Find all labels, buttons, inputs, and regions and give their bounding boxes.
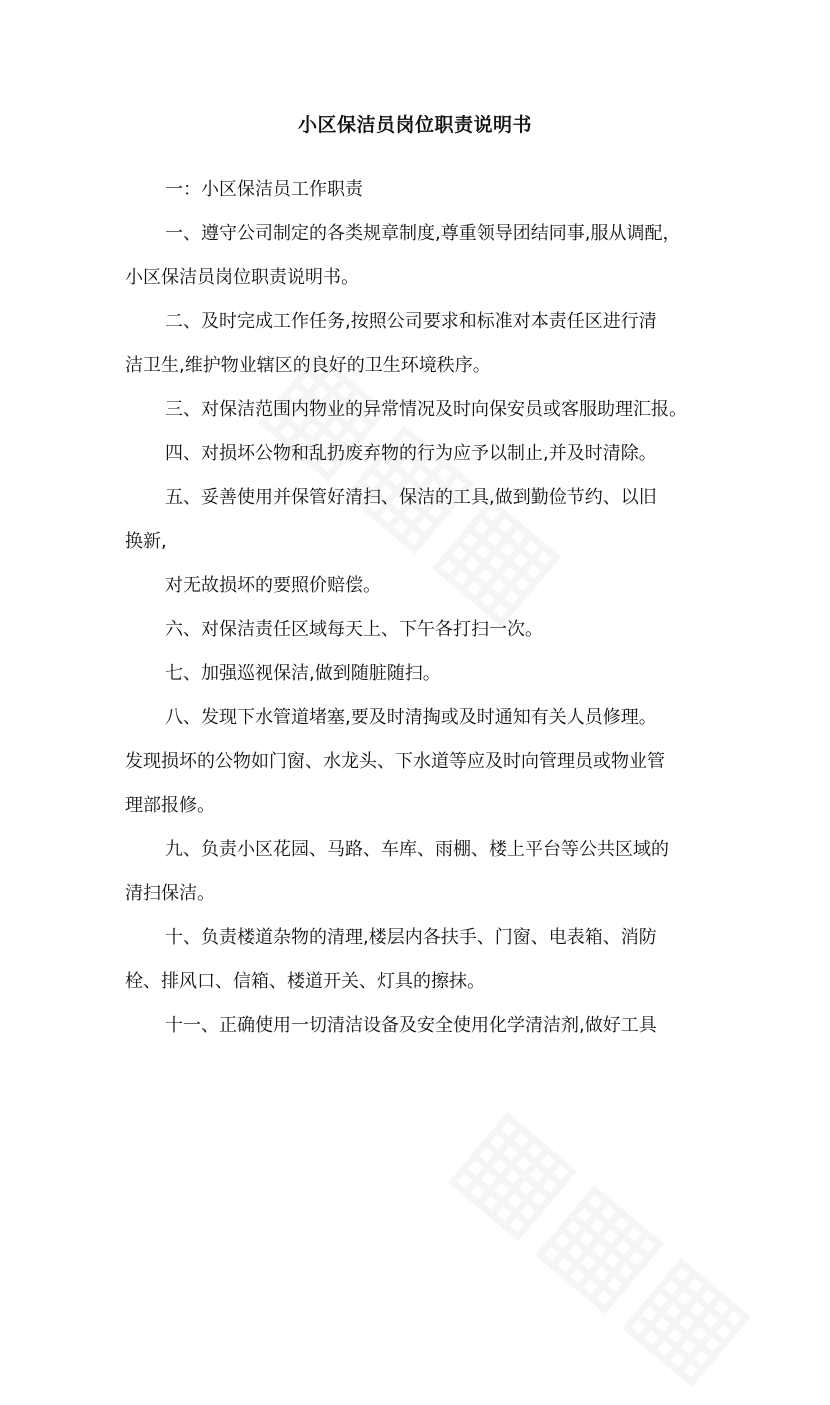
- document-title: 小区保洁员岗位职责说明书: [297, 114, 532, 136]
- paragraph-line: 三、对保洁范围内物业的异常情况及时向保安员或客服助理汇报。: [165, 399, 687, 420]
- paragraph-line: 六、对保洁责任区域每天上、下午各打扫一次。: [165, 619, 543, 640]
- paragraph-line: 发现损坏的公物如门窗、水龙头、下水道等应及时向管理员或物业管: [125, 751, 665, 772]
- paragraph-line: 理部报修。: [125, 795, 215, 816]
- paragraph-line: 七、加强巡视保洁,做到随脏随扫。: [165, 663, 441, 684]
- paragraph-line: 对无故损坏的要照价赔偿。: [165, 575, 381, 596]
- paragraph-line: 小区保洁员岗位职责说明书。: [125, 267, 359, 288]
- paragraph-line: 一、遵守公司制定的各类规章制度,尊重领导团结同事,服从调配，: [165, 223, 681, 244]
- watermark: [431, 1080, 781, 1405]
- paragraph-line: 十、负责楼道杂物的清理,楼层内各扶手、门窗、电表箱、消防: [165, 927, 657, 948]
- paragraph-line: 五、妥善使用并保管好清扫、保洁的工具,做到勤俭节约、以旧: [165, 487, 657, 508]
- section-heading: 一：小区保洁员工作职责: [165, 179, 363, 200]
- paragraph-line: 二、及时完成工作任务,按照公司要求和标准对本责任区进行清: [165, 311, 657, 332]
- paragraph-line: 洁卫生,维护物业辖区的良好的卫生环境秩序。: [125, 355, 491, 376]
- paragraph-line: 清扫保洁。: [125, 883, 215, 904]
- paragraph-line: 换新,: [125, 531, 167, 552]
- paragraph-line: 栓、排风口、信箱、楼道开关、灯具的擦抹。: [125, 971, 485, 992]
- paragraph-line: 四、对损坏公物和乱扔废弃物的行为应予以制止,并及时清除。: [165, 443, 657, 464]
- paragraph-line: 十一、正确使用一切清洁设备及安全使用化学清洁剂,做好工具: [165, 1015, 657, 1036]
- paragraph-line: 八、发现下水管道堵塞,要及时清掏或及时通知有关人员修理。: [165, 707, 657, 728]
- paragraph-line: 九、负责小区花园、马路、车库、雨棚、楼上平台等公共区域的: [165, 839, 669, 860]
